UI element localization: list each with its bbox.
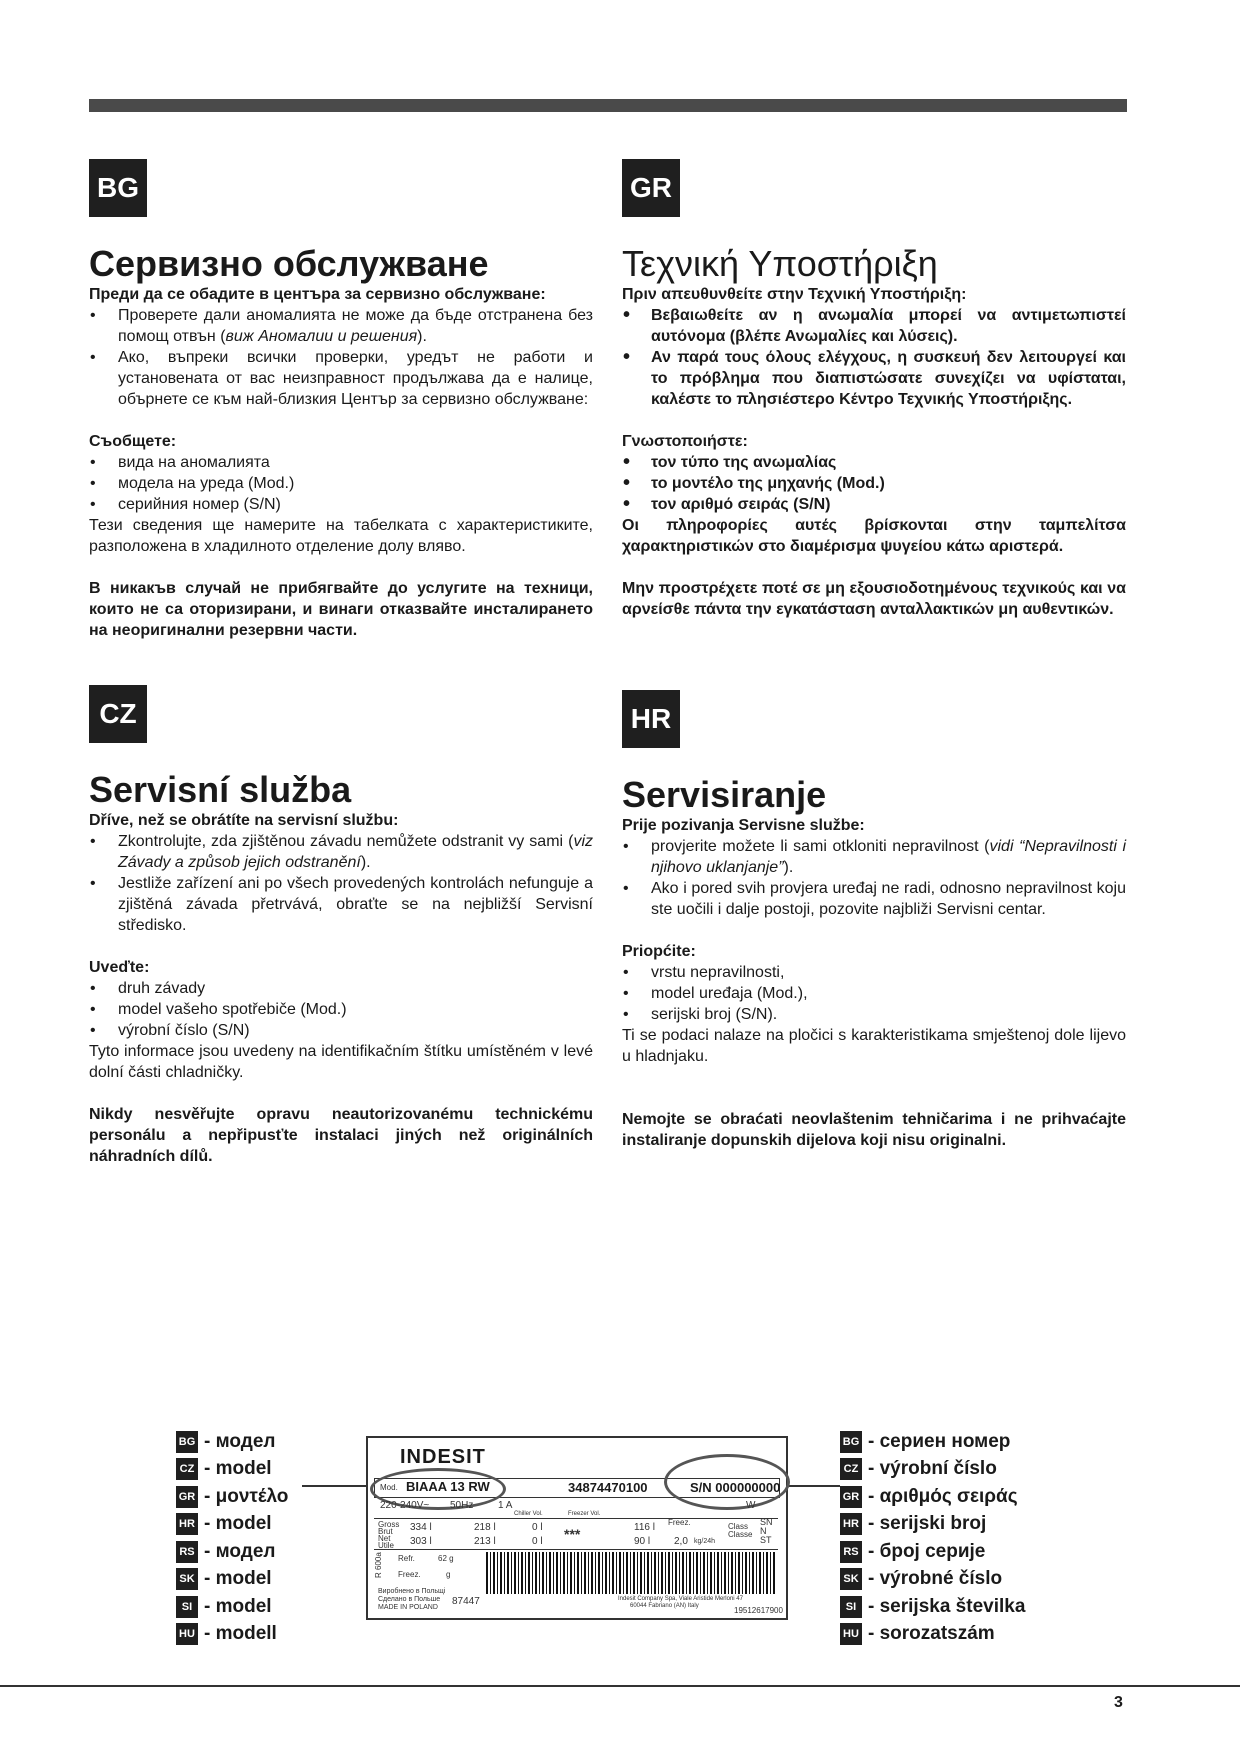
page-number: 3 (1114, 1694, 1123, 1711)
chiller-vol-label: Chiller Vol. (514, 1511, 543, 1517)
gross-label: Gross (378, 1520, 400, 1529)
warning-text: В никакъв случай не прибягвайте до услугите на техници, които не са оторизирани, и винаги отказвайте инсталирането на неоригинални резервни части. (89, 580, 593, 639)
language-code: CZ (840, 1458, 862, 1480)
rating-plate-illustration (366, 1436, 788, 1620)
section-title: Servisní služba (89, 769, 352, 810)
made-in-ru: Сделано в Польше (378, 1596, 441, 1603)
report-title: Съобщете: (89, 433, 177, 450)
legend-row (840, 1428, 1140, 1456)
info-text: Ti se podaci nalaze na pločici s karakteristikama smještenoj dole lijevo u hladnjaku. (622, 1027, 1126, 1065)
language-code: SI (840, 1596, 862, 1618)
gross-freezer: 116 l (634, 1522, 655, 1533)
plate-serial: S/N 000000000 (690, 1480, 781, 1495)
made-in-en: MADE IN POLAND (378, 1604, 438, 1611)
section-subtitle: Πριν απευθυνθείτε στην Τεχνική Υποστήριξη: (622, 286, 967, 303)
language-code: BG (840, 1431, 862, 1453)
plate-watt: W (746, 1500, 756, 1511)
barcode (486, 1552, 776, 1594)
language-code: BG (176, 1431, 198, 1453)
legend-label: - serijski broj (868, 1513, 987, 1535)
report-item: • модела на уреда (Mod.) (89, 473, 593, 494)
freez-capacity-label: Freez. (668, 1518, 691, 1527)
info-text: Οι πληροφορίες αυτές βρίσκονται στην ταμπελίτσα χαρακτηριστικών στο διαμέρισμα ψυγείου κάτω αριστερά. (622, 517, 1126, 555)
legend-label: - model (204, 1513, 272, 1535)
check-item: • Jestliže zařízení ani po všech provedených kontrolách nefunguje a zjištěná závada přetrvává, obraťte se na nejbližší Servisní středisko. (89, 873, 593, 936)
star-rating: *** (564, 1526, 581, 1542)
language-code: HR (840, 1513, 862, 1535)
section-subtitle: Преди да се обадите в центъра за сервизно обслужване: (89, 286, 546, 303)
bottom-rule (0, 1685, 1240, 1687)
legend-label: - model (204, 1458, 272, 1480)
language-code: SK (840, 1568, 862, 1590)
section-title: Τεχνική Υποστήριξη (622, 243, 938, 284)
language-badge: CZ (89, 685, 147, 743)
section-subtitle: Dříve, než se obrátíte na servisní službu: (89, 812, 399, 829)
legend-label: - modell (204, 1623, 277, 1645)
legend-label: - model (204, 1595, 272, 1617)
legend-row (840, 1456, 1140, 1484)
language-code: SI (176, 1596, 198, 1618)
net-chiller: 0 l (532, 1536, 543, 1547)
language-code: RS (176, 1541, 198, 1563)
company-city: 60044 Fabriano (AN) Italy (630, 1603, 699, 1609)
serial-highlight-ellipse (664, 1454, 790, 1510)
report-item: • τον τύπο της ανωμαλίας (622, 452, 1126, 473)
made-in-ua: Виробнено в Польщі (378, 1588, 446, 1595)
legend-row (840, 1566, 1140, 1594)
section-title: Сервизно обслужване (89, 243, 489, 284)
plate-id: 19512617900 (734, 1606, 783, 1615)
language-code: GR (840, 1486, 862, 1508)
utile-label: Utile (378, 1541, 395, 1550)
check-item: • Ako i pored svih provjera uređaj ne radi, odnosno nepravilnost koju ste uočili i dalje postoji, pozovite najbliži Servisni centar. (622, 878, 1126, 920)
report-item: • вида на аномалията (89, 452, 593, 473)
plate-model: BIAAA 13 RW (406, 1479, 490, 1494)
report-title: Γνωστοποιήστε: (622, 433, 748, 450)
report-item: • model vašeho spotřebiče (Mod.) (89, 999, 593, 1020)
legend-row (840, 1538, 1140, 1566)
legend-row (840, 1621, 1140, 1649)
freeze-capacity-unit: kg/24h (694, 1538, 716, 1545)
freeze-capacity: 2,0 (674, 1536, 688, 1547)
net-total: 303 l (410, 1536, 432, 1547)
plate-voltage: 220-240V~ (380, 1500, 430, 1511)
report-item: • vrstu nepravilnosti, (622, 962, 1126, 983)
report-item: • serijski broj (S/N). (622, 1004, 1126, 1025)
legend-label: - αριθμός σειράς (868, 1485, 1018, 1507)
warning-text: Nemojte se obraćati neovlaštenim tehničarima i ne prihvaćajte instaliranje dopunskih dijelova koji nisu originalni. (622, 1111, 1126, 1149)
brut-label: Brut (378, 1527, 393, 1536)
gross-total: 334 l (410, 1522, 432, 1533)
warning-text: Μην προστρέχετε ποτέ σε μη εξουσιοδοτημένους τεχνικούς και να αρνείσθε πάντα την εγκατάσταση ανταλλακτικών μη αυθεντικών. (622, 580, 1126, 618)
language-code: SK (176, 1568, 198, 1590)
language-badge: GR (622, 159, 680, 217)
legend-label: - број серије (868, 1540, 986, 1562)
legend-label: - модел (204, 1540, 276, 1562)
brand-logo: INDESIT (400, 1446, 486, 1468)
language-code: HU (176, 1623, 198, 1645)
report-item: • серийния номер (S/N) (89, 494, 593, 515)
freezer-vol-label: Freezer Vol. (568, 1511, 601, 1517)
check-item: • Βεβαιωθείτε αν η ανωμαλία μπορεί να αντιμετωπιστεί αυτόνομα (βλέπε Ανωμαλίες και λύσεις). (622, 305, 1126, 347)
report-title: Uveďte: (89, 959, 150, 976)
legend-row (840, 1511, 1140, 1539)
check-item: • Проверете дали аномалията не може да бъде отстранена без помощ отвън (виж Аномалии и решения). (89, 305, 593, 347)
language-code: RS (840, 1541, 862, 1563)
legend-serial (840, 1428, 1140, 1648)
language-badge: HR (622, 690, 680, 748)
section-title: Servisiranje (622, 774, 827, 815)
legend-label: - модел (204, 1430, 276, 1452)
class-label: Class (728, 1522, 749, 1531)
report-item: • druh závady (89, 978, 593, 999)
language-badge: BG (89, 159, 147, 217)
legend-row (840, 1483, 1140, 1511)
classe-label: Classe (728, 1530, 753, 1539)
check-item: • Zkontrolujte, zda zjištěnou závadu nemůžete odstranit vy sami (viz Závady a způsob jejich odstranění). (89, 831, 593, 873)
check-item: • provjerite možete li sami otkloniti nepravilnost (vidi “Nepravilnosti i njihovo uklanjanje”). (622, 836, 1126, 878)
net-label: Net (378, 1534, 391, 1543)
gross-refr: 218 l (474, 1522, 496, 1533)
legend-label: - serijska številka (868, 1595, 1026, 1617)
net-refr: 213 l (474, 1536, 496, 1547)
legend-label: - výrobní číslo (868, 1458, 997, 1480)
language-code: GR (176, 1486, 198, 1508)
warning-text: Nikdy nesvěřujte opravu neautorizovanému technickému personálu a nepřipusťte instalaci jiných než originálních náhradních dílů. (89, 1106, 593, 1165)
info-text: Tyto informace jsou uvedeny na identifikačním štítku umístěném v levé dolní části chladničky. (89, 1043, 593, 1081)
legend-label: - сериен номер (868, 1430, 1011, 1452)
mod-label: Mod. (380, 1483, 398, 1492)
report-item: • τον αριθμό σειράς (S/N) (622, 494, 1126, 515)
report-item: • το μοντέλο της μηχανής (Mod.) (622, 473, 1126, 494)
gas-type: R 600a (374, 1552, 383, 1578)
report-item: • výrobní číslo (S/N) (89, 1020, 593, 1041)
climate-class: SN N ST (760, 1517, 773, 1545)
info-text: Тези сведения ще намерите на табелката с характеристиките, разположена в хладилното отделение долу вляво. (89, 517, 593, 555)
legend-label: - výrobné číslo (868, 1568, 1003, 1590)
refr-gas-amount: 62 g (438, 1554, 454, 1563)
language-code: HR (176, 1513, 198, 1535)
report-item: • model uređaja (Mod.), (622, 983, 1126, 1004)
legend-label: - model (204, 1568, 272, 1590)
factory-code: 87447 (452, 1596, 480, 1607)
refr-label: Refr. (398, 1554, 415, 1563)
plate-code: 34874470100 (568, 1480, 648, 1495)
legend-row (840, 1593, 1140, 1621)
plate-freq: 50Hz (450, 1500, 474, 1511)
freez-gas-amount: g (446, 1570, 451, 1579)
language-code: CZ (176, 1458, 198, 1480)
check-item: • Αν παρά τους όλους ελέγχους, η συσκευή δεν λειτουργεί και το πρόβλημα που διαπιστώσατε συνεχίζει να υφίσταται, καλέστε το πλησιέστερο Κέντρο Τεχνικής Υποστήριξης. (622, 347, 1126, 410)
section-subtitle: Prije pozivanja Servisne službe: (622, 817, 865, 834)
report-title: Priopćite: (622, 943, 696, 960)
legend-label: - μοντέλο (204, 1485, 289, 1507)
company-address: Indesit Company Spa, Viale Aristide Merloni 47 (618, 1596, 743, 1602)
plate-amp: 1 A (498, 1500, 513, 1511)
legend-label: - sorozatszám (868, 1623, 995, 1645)
gross-chiller: 0 l (532, 1522, 543, 1533)
check-item: • Ако, въпреки всички проверки, уредът не работи и установената от вас неизправност продължава да е налице, обърнете се към най-близкия Център за сервизно обслужване: (89, 347, 593, 410)
net-freezer: 90 l (634, 1536, 651, 1547)
language-code: HU (840, 1623, 862, 1645)
freez-gas-label: Freez. (398, 1570, 421, 1579)
